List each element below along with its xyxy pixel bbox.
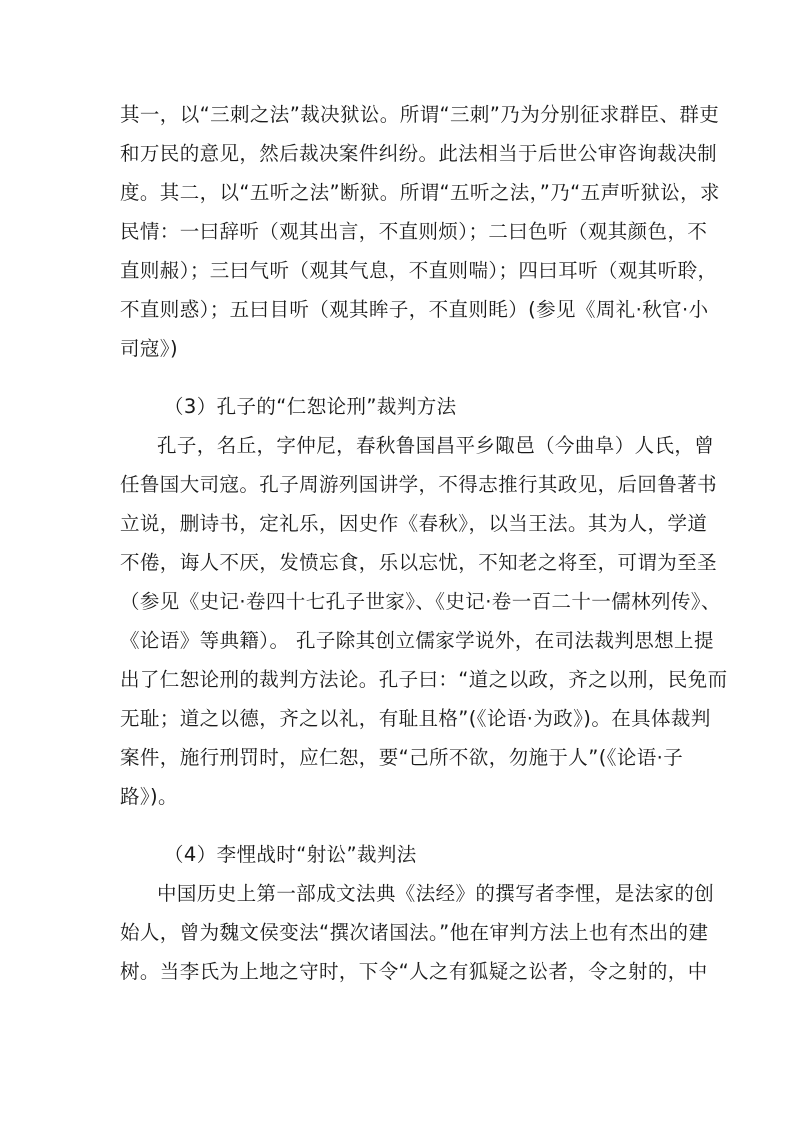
- paragraph-line: 任鲁国大司寇。孔子周游列国讲学，不得志推行其政见，后回鲁著书: [120, 473, 718, 496]
- paragraph-line: 直则赧）；三曰气听（观其气息，不直则喘）；四曰耳听（观其听聆，: [120, 259, 718, 282]
- section-heading: （4）李悝战时“射讼”裁判法: [164, 843, 417, 866]
- paragraph-line: 和万民的意见，然后裁决案件纠纷。此法相当于后世公审咨询裁决制: [120, 142, 718, 165]
- paragraph-line: 出了仁恕论刑的裁判方法论。孔子曰：“道之以政，齐之以刑，民免而: [120, 668, 728, 691]
- paragraph-line: 度。其二，以“五听之法”断狱。所谓“五听之法，”乃“五声听狱讼，求: [120, 181, 720, 204]
- paragraph-line: 路》)。: [120, 785, 178, 808]
- paragraph-line: 司寇》): [120, 337, 178, 360]
- section-heading: （3）孔子的“仁恕论刑”裁判方法: [164, 395, 457, 418]
- paragraph-line: 其一，以“三刺之法”裁决狱讼。所谓“三刺”乃为分别征求群臣、群吏: [120, 103, 720, 126]
- paragraph-line: 案件，施行刑罚时，应仁恕，要“己所不欲，勿施于人”(《论语·子: [120, 746, 684, 769]
- paragraph-line: 立说，删诗书，定礼乐，因史作《春秋》，以当王法。其为人，学道: [120, 512, 708, 535]
- paragraph-line: 无耻；道之以德，齐之以礼，有耻且格”(《论语·为政》)。在具体裁判: [120, 707, 711, 730]
- paragraph-line: 不直则惑）；五曰目听（观其眸子，不直则眊）(参见《周礼·秋官·小: [120, 298, 709, 321]
- paragraph-line: 始人，曾为魏文侯变法“撰次诸国法。”他在审判方法上也有杰出的建: [120, 921, 709, 944]
- paragraph-line: 中国历史上第一部成文法典《法经》的撰写者李悝，是法家的创: [157, 882, 715, 905]
- paragraph-line: （参见《史记·卷四十七孔子世家》、《史记·卷一百二十一儒林列传》、: [120, 590, 721, 613]
- paragraph-line: 不倦，诲人不厌，发愤忘食，乐以忘忧，不知老之将至，可谓为至圣: [120, 551, 718, 574]
- paragraph-line: 孔子，名丘，字仲尼，春秋鲁国昌平乡陬邑（今曲阜）人氏，曾: [157, 434, 715, 457]
- paragraph-line: 民情：一曰辞听（观其出言，不直则烦）；二曰色听（观其颜色，不: [120, 220, 708, 243]
- paragraph-line: 《论语》等典籍）。 孔子除其创立儒家学说外，在司法裁判思想上提: [120, 629, 714, 652]
- paragraph-line: 树。当李氏为上地之守时，下令“人之有狐疑之讼者，令之射的，中: [120, 960, 708, 983]
